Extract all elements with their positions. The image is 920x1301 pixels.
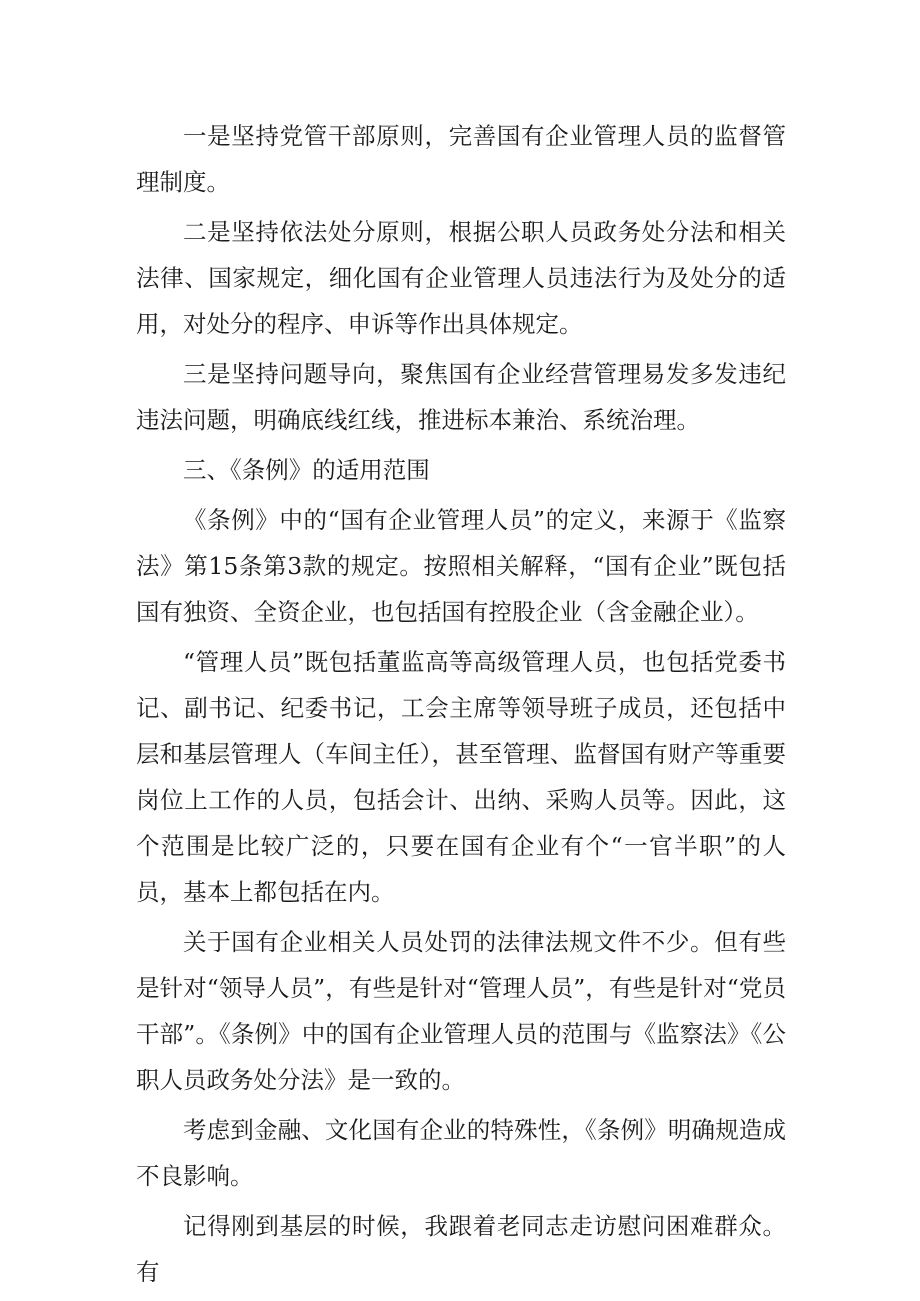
paragraph-grassroots: 记得刚到基层的时候，我跟着老同志走访慰问困难群众。有 — [136, 1212, 786, 1286]
paragraph-principle-one: 一是坚持党管干部原则，完善国有企业管理人员的监督管理制度。 — [136, 122, 786, 196]
paragraph-special-enterprises: 考虑到金融、文化国有企业的特殊性，《条例》明确规造成不良影响。 — [136, 1116, 786, 1190]
paragraph-principle-three: 三是坚持问题导向，聚焦国有企业经营管理易发多发违纪违法问题，明确底线红线，推进标本兼治、系统治理。 — [136, 360, 786, 434]
document-body — [136, 113, 786, 1299]
paragraph-management-personnel: “管理人员”既包括董监高等高级管理人员，也包括党委书记、副书记、纪委书记，工会主席等领导班子成员，还包括中层和基层管理人（车间主任），甚至管理、监督国有财产等重要岗位上工作的人员，包括会计、出纳、采购人员等。因此，这个范围是比较广泛的，只要在国有企业有个“一官半职”的人员，基本上都包括在内。 — [136, 648, 786, 906]
paragraph-principle-two: 二是坚持依法处分原则，根据公职人员政务处分法和相关法律、国家规定，细化国有企业管理人员违法行为及处分的适用，对处分的程序、申诉等作出具体规定。 — [136, 218, 786, 338]
paragraph-laws-regulations: 关于国有企业相关人员处罚的法律法规文件不少。但有些是针对“领导人员”，有些是针对“管理人员”，有些是针对“党员干部”。《条例》中的国有企业管理人员的范围与《监察法》《公职人员政务处分法》是一致的。 — [136, 928, 786, 1094]
paragraph-definition: 《条例》中的“国有企业管理人员”的定义，来源于《监察法》第15条第3款的规定。按照相关解释，“国有企业”既包括国有独资、全资企业，也包括国有控股企业（含金融企业）。 — [136, 506, 786, 626]
section-heading-scope: 三、《条例》的适用范围 — [183, 456, 430, 484]
